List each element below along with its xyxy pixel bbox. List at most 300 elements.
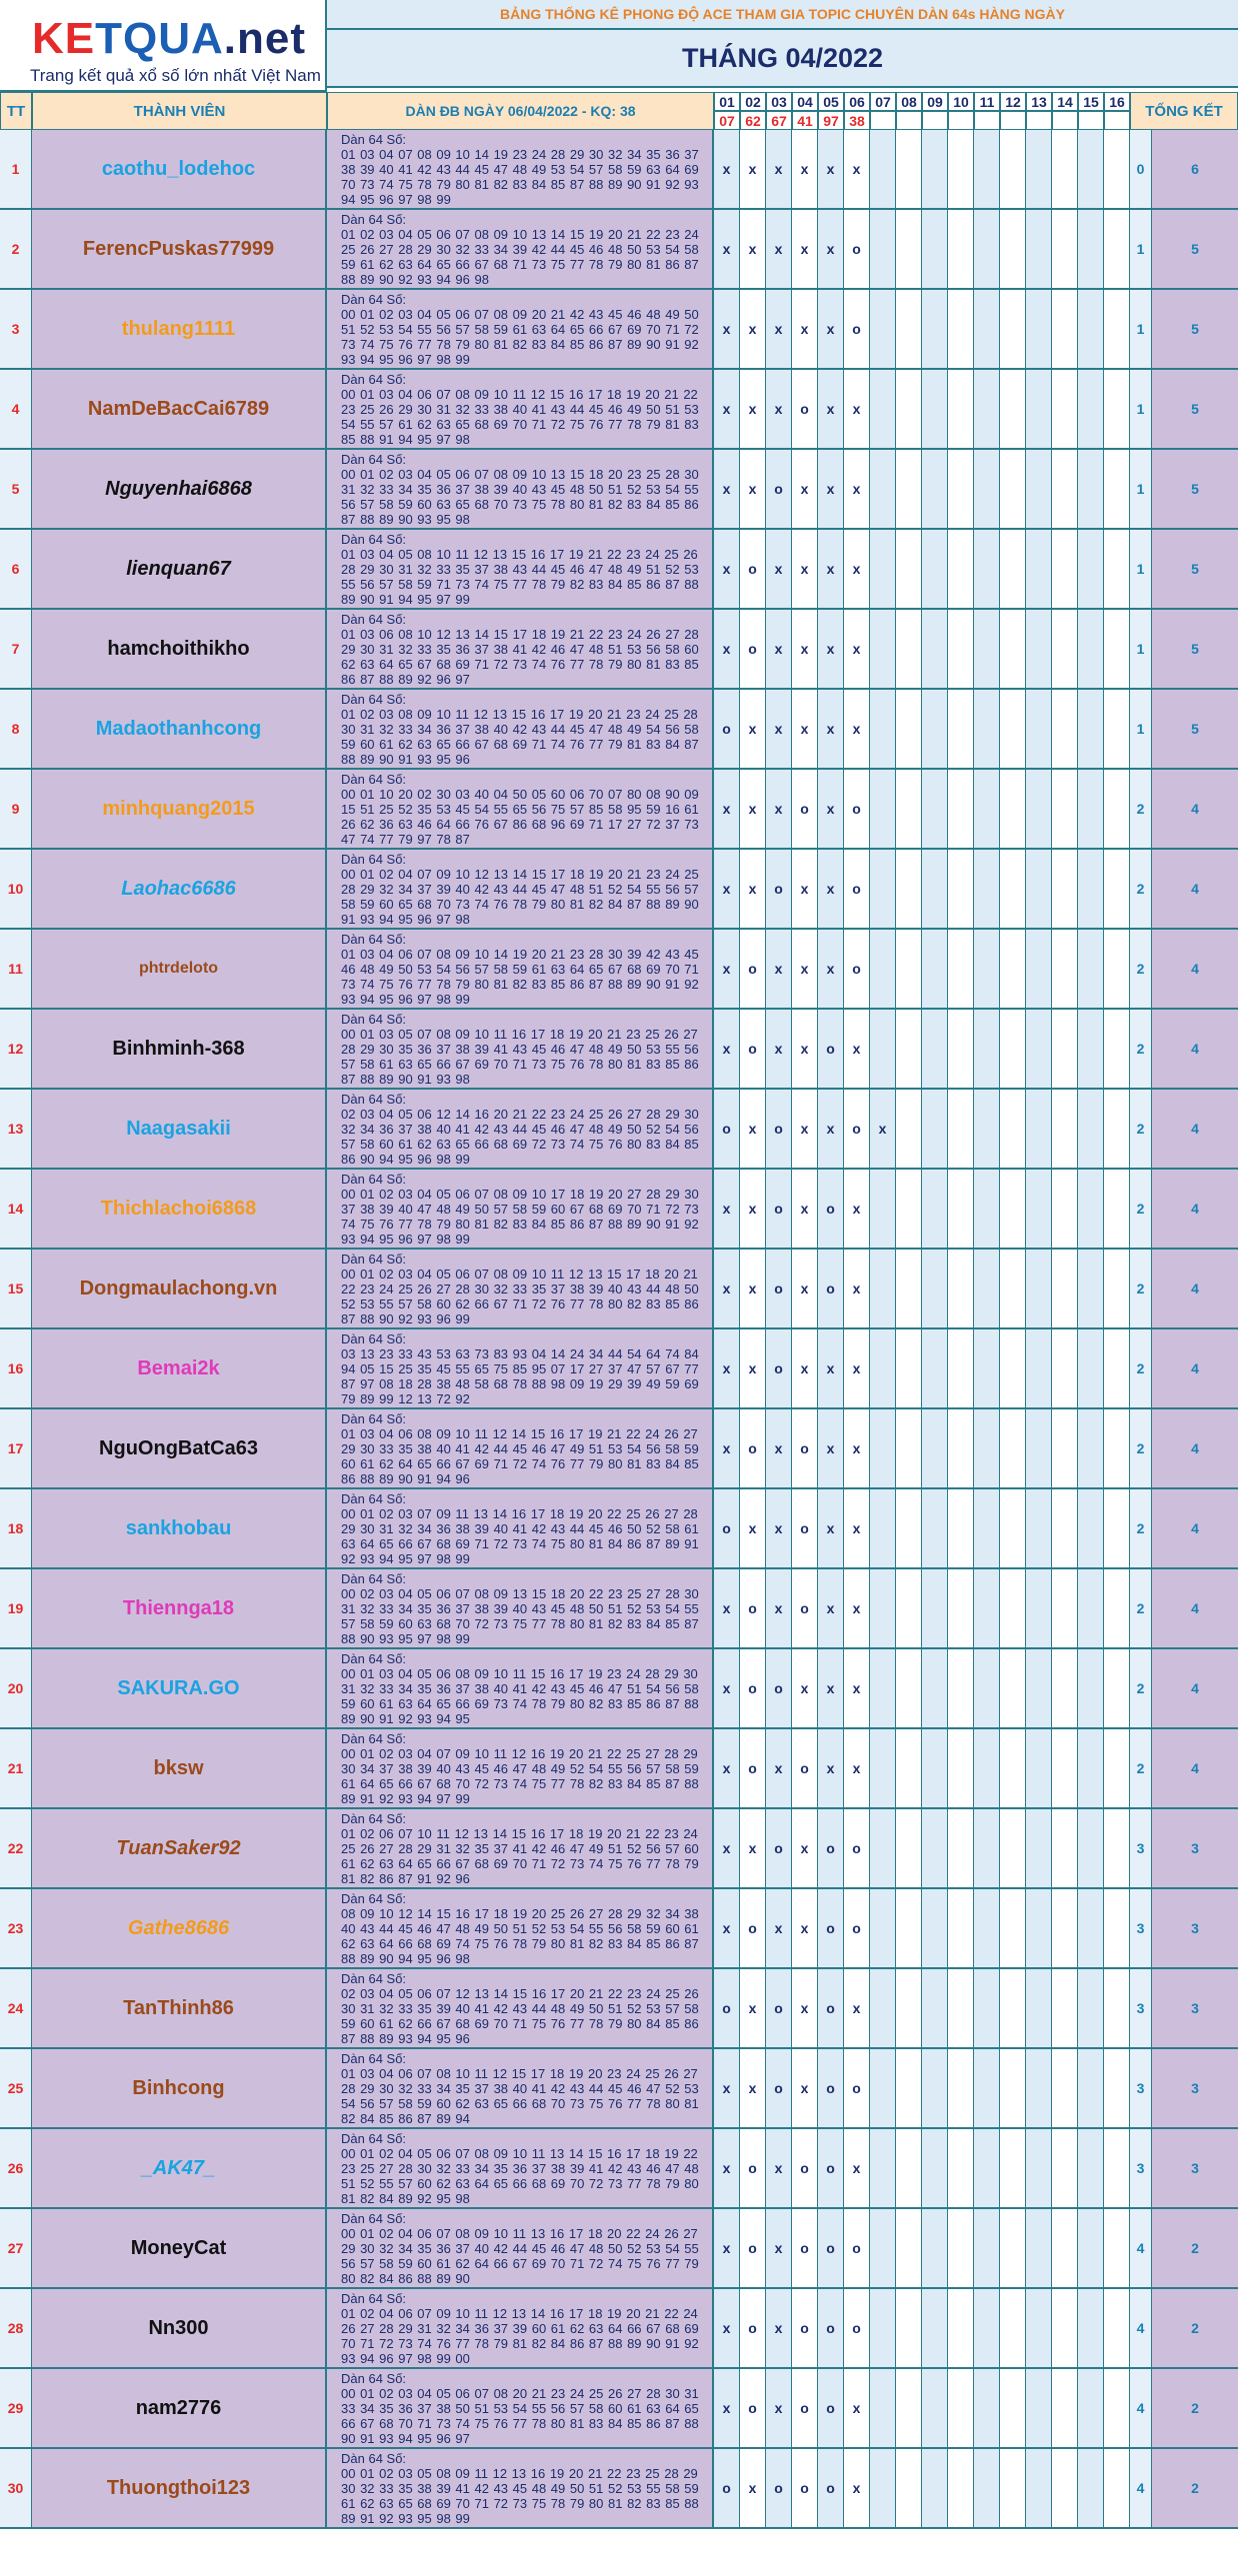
day-mark (1052, 370, 1078, 448)
member-name[interactable]: lienquan67 (32, 530, 327, 608)
day-mark: o (740, 1010, 766, 1088)
total-miss: 3 (1152, 1809, 1238, 1887)
member-name[interactable]: Dongmaulachong.vn (32, 1250, 327, 1327)
dan-values: 01 03 04 07 08 09 10 14 19 23 24 28 29 30 32 34 35 36 37 38 39 40 41 42 43 44 45 47 48 49 53 54 57 58 59 63 64 69 70 73 74 75 78 79 80 81 82 83 84 85 87 88 89 90 91 92 93 94 95 96 97 98 99 (341, 147, 699, 207)
day-mark (948, 2049, 974, 2127)
day-mark (1000, 770, 1026, 848)
dan-values: 00 01 02 03 04 05 06 07 08 09 10 11 12 13 15 17 18 20 21 22 23 24 25 26 27 28 30 32 33 35 37 38 39 40 43 44 48 50 52 53 55 57 58 60 62 66 67 71 72 76 77 78 80 82 83 85 86 87 88 90 92 93 96 99 (341, 1267, 699, 1326)
day-mark (1104, 2369, 1130, 2447)
day-mark: x (714, 2049, 740, 2127)
day-mark (1078, 2369, 1104, 2447)
day-mark: o (818, 1010, 844, 1088)
day-mark: x (740, 770, 766, 848)
day-mark (974, 1969, 1000, 2047)
day-mark: x (818, 850, 844, 928)
day-mark (896, 2369, 922, 2447)
total-miss: 5 (1152, 610, 1238, 688)
day-mark (1104, 2209, 1130, 2287)
member-name[interactable]: FerencPuskas77999 (32, 210, 327, 288)
day-mark: x (844, 1729, 870, 1807)
day-mark (948, 370, 974, 448)
day-mark (1052, 1010, 1078, 1088)
total-miss: 2 (1152, 2449, 1238, 2527)
day-mark: x (792, 210, 818, 288)
day-mark (1000, 610, 1026, 688)
day-mark (1078, 2449, 1104, 2527)
dan-values: 00 01 02 03 04 05 06 07 08 09 10 17 18 19 20 27 28 29 30 37 38 39 40 47 48 49 50 57 58 59 60 67 68 69 70 71 72 73 74 75 76 77 78 79 80 81 82 83 84 85 86 87 88 89 90 91 92 93 94 95 96 97 98 99 (341, 1187, 699, 1247)
day-mark: o (714, 1489, 740, 1567)
day-mark (1000, 1649, 1026, 1727)
table-row (0, 1889, 1238, 1969)
total-miss: 4 (1152, 770, 1238, 848)
member-name[interactable]: _AK47_ (32, 2129, 327, 2207)
day-mark: o (792, 2129, 818, 2207)
day-mark (1104, 1170, 1130, 1248)
day-mark (1026, 1809, 1052, 1887)
dan-values: 01 03 04 05 08 10 11 12 13 15 16 17 19 21 22 23 24 25 26 28 29 30 31 32 33 35 37 38 43 44 45 46 47 48 49 51 52 53 55 56 57 58 59 71 73 74 75 77 78 79 82 83 84 85 86 87 88 89 90 91 94 95 97 99 (341, 547, 699, 607)
day-mark (1104, 530, 1130, 608)
day-mark (948, 610, 974, 688)
day-mark (1000, 2449, 1026, 2527)
day-mark: x (818, 1649, 844, 1727)
day-mark (974, 1649, 1000, 1727)
day-mark: x (766, 930, 792, 1008)
table-row (0, 690, 1238, 770)
day-result (1104, 111, 1130, 130)
member-name[interactable]: Laohac6686 (32, 850, 327, 928)
day-mark (1104, 2049, 1130, 2127)
total-miss: 5 (1152, 450, 1238, 528)
day-mark (1104, 1809, 1130, 1887)
day-mark (896, 1329, 922, 1407)
row-number: 24 (0, 1969, 32, 2047)
dan-caption: Dàn 64 Số: (341, 1811, 407, 1826)
day-mark: x (766, 1889, 792, 1967)
day-mark: o (766, 2449, 792, 2527)
member-name[interactable]: Gathe8686 (32, 1889, 327, 1967)
row-number: 17 (0, 1409, 32, 1487)
day-result (1052, 111, 1078, 130)
dan-64-numbers (327, 1889, 714, 1967)
member-name[interactable]: MoneyCat (32, 2209, 327, 2287)
total-hit: 2 (1130, 1090, 1152, 1168)
member-name[interactable]: bksw (32, 1729, 327, 1807)
day-mark (896, 2289, 922, 2367)
day-mark: x (740, 1489, 766, 1567)
day-mark (896, 1969, 922, 2047)
day-mark (1026, 130, 1052, 208)
day-mark: x (740, 690, 766, 768)
day-mark (974, 1010, 1000, 1088)
day-mark (1078, 1329, 1104, 1407)
day-mark (1026, 2289, 1052, 2367)
day-mark: x (740, 1250, 766, 1327)
day-result (974, 111, 1000, 130)
dan-values: 01 02 03 08 09 10 11 12 13 15 16 17 19 20 21 23 24 25 28 30 31 32 33 34 36 37 38 40 42 43 44 45 47 48 49 54 56 58 59 60 61 62 63 65 66 67 68 69 71 74 76 77 79 81 83 84 87 88 89 90 91 93 95 96 (341, 707, 699, 767)
dan-values: 01 03 04 06 07 08 10 11 12 15 17 18 19 20 23 24 25 26 27 28 29 30 32 33 34 35 37 38 40 41 42 43 44 45 46 47 52 53 54 56 57 58 59 60 62 63 65 66 68 70 73 75 76 77 78 80 81 82 84 85 86 87 89 94 (341, 2066, 699, 2126)
member-name[interactable]: TuanSaker92 (32, 1809, 327, 1887)
dan-64-numbers (327, 530, 714, 608)
day-mark: o (714, 1969, 740, 2047)
day-mark: x (818, 1090, 844, 1168)
day-mark: x (714, 290, 740, 368)
day-header: 03 (766, 92, 792, 111)
day-mark (948, 2129, 974, 2207)
day-mark (870, 210, 896, 288)
day-header: 09 (922, 92, 948, 111)
day-mark (896, 1010, 922, 1088)
dan-64-numbers (327, 1409, 714, 1487)
day-mark: o (740, 1649, 766, 1727)
day-mark (896, 2449, 922, 2527)
day-mark (896, 210, 922, 288)
day-result: 62 (740, 111, 766, 130)
day-mark (1000, 1010, 1026, 1088)
day-mark: x (844, 530, 870, 608)
total-hit: 2 (1130, 930, 1152, 1008)
member-name[interactable]: Nguyenhai6868 (32, 450, 327, 528)
member-name[interactable]: sankhobau (32, 1489, 327, 1567)
day-result (1026, 111, 1052, 130)
row-number: 29 (0, 2369, 32, 2447)
day-mark (870, 370, 896, 448)
row-number: 8 (0, 690, 32, 768)
day-mark (870, 450, 896, 528)
dan-values: 03 13 23 33 43 53 63 73 83 93 04 14 24 34 44 54 64 74 84 94 05 15 25 35 45 55 65 75 85 95 07 17 27 37 47 57 67 77 87 97 08 18 28 38 48 58 68 78 88 98 09 19 29 39 49 59 69 79 89 99 12 13 72 92 (341, 1346, 699, 1406)
total-miss: 4 (1152, 1250, 1238, 1327)
member-name[interactable]: NamDeBacCai6789 (32, 370, 327, 448)
day-mark (1052, 1170, 1078, 1248)
day-mark: x (844, 610, 870, 688)
row-number: 23 (0, 1889, 32, 1967)
day-mark (1104, 210, 1130, 288)
day-mark: x (714, 1649, 740, 1727)
dan-values: 01 03 06 08 10 12 13 14 15 17 18 19 21 22 23 24 26 27 28 29 30 31 32 33 35 36 37 38 41 42 46 47 48 51 53 56 58 60 62 63 64 65 67 68 69 71 72 73 74 76 77 78 79 80 81 83 85 86 87 88 89 92 96 97 (341, 627, 699, 687)
day-mark (870, 2049, 896, 2127)
day-mark (896, 610, 922, 688)
day-mark (1078, 1489, 1104, 1567)
dan-caption: Dàn 64 Số: (341, 1092, 407, 1107)
member-name[interactable]: Binhcong (32, 2049, 327, 2127)
day-mark (974, 770, 1000, 848)
dan-caption: Dàn 64 Số: (341, 1731, 407, 1746)
day-mark (948, 1889, 974, 1967)
day-mark (1026, 530, 1052, 608)
day-mark (974, 1729, 1000, 1807)
day-mark (948, 290, 974, 368)
day-mark: o (844, 770, 870, 848)
member-name[interactable]: NguOngBatCa63 (32, 1409, 327, 1487)
table-row (0, 290, 1238, 370)
day-mark (870, 930, 896, 1008)
day-mark: o (792, 1729, 818, 1807)
member-name[interactable]: Thichlachoi6868 (32, 1170, 327, 1248)
dan-64-numbers (327, 1809, 714, 1887)
dan-64-numbers (327, 2369, 714, 2447)
dan-64-numbers (327, 690, 714, 768)
day-mark (1078, 1090, 1104, 1168)
day-mark (870, 290, 896, 368)
member-name[interactable]: SAKURA.GO (32, 1649, 327, 1727)
total-miss: 4 (1152, 1649, 1238, 1727)
dan-caption: Dàn 64 Số: (341, 612, 407, 627)
day-mark (1052, 930, 1078, 1008)
day-mark: x (740, 2049, 766, 2127)
day-header: 14 (1052, 92, 1078, 111)
day-mark (1052, 770, 1078, 848)
day-mark (1078, 1649, 1104, 1727)
day-header: 08 (896, 92, 922, 111)
day-mark (870, 1329, 896, 1407)
day-mark: x (714, 1729, 740, 1807)
total-hit: 2 (1130, 1010, 1152, 1088)
day-header: 13 (1026, 92, 1052, 111)
day-mark: o (740, 930, 766, 1008)
day-mark (948, 1489, 974, 1567)
day-mark (1078, 1729, 1104, 1807)
day-mark: o (766, 1329, 792, 1407)
day-mark: o (766, 1809, 792, 1887)
day-mark (974, 1170, 1000, 1248)
day-mark: x (792, 2049, 818, 2127)
day-mark (922, 1569, 948, 1647)
day-mark (948, 1809, 974, 1887)
dan-64-numbers (327, 130, 714, 208)
day-mark (870, 2209, 896, 2287)
day-mark (1026, 290, 1052, 368)
table-row (0, 1170, 1238, 1250)
row-number: 2 (0, 210, 32, 288)
day-mark: o (740, 1729, 766, 1807)
total-miss: 5 (1152, 210, 1238, 288)
dan-64-numbers (327, 2449, 714, 2527)
day-mark (1000, 210, 1026, 288)
row-number: 28 (0, 2289, 32, 2367)
table-row (0, 1649, 1238, 1729)
day-mark: o (818, 1170, 844, 1248)
member-name[interactable]: caothu_lodehoc (32, 130, 327, 208)
row-number: 27 (0, 2209, 32, 2287)
day-mark (922, 1250, 948, 1327)
day-mark (1026, 1729, 1052, 1807)
member-name[interactable]: TanThinh86 (32, 1969, 327, 2047)
day-mark: x (818, 610, 844, 688)
day-mark: x (766, 130, 792, 208)
total-hit: 2 (1130, 770, 1152, 848)
day-mark (1104, 1649, 1130, 1727)
day-mark: o (792, 2369, 818, 2447)
day-header: 06 (844, 92, 870, 111)
dan-64-numbers (327, 1489, 714, 1567)
total-hit: 2 (1130, 1329, 1152, 1407)
day-mark (1104, 2129, 1130, 2207)
day-mark (1078, 130, 1104, 208)
day-mark (974, 610, 1000, 688)
day-mark: o (818, 1969, 844, 2047)
dan-values: 00 01 02 03 04 05 06 07 08 20 21 23 24 25 26 27 28 30 31 33 34 35 36 37 38 50 51 53 54 55 56 57 58 60 61 63 64 65 66 67 68 70 71 73 74 75 76 77 78 80 81 83 84 85 86 87 88 90 91 93 94 95 96 97 (341, 2386, 699, 2446)
dan-64-numbers (327, 610, 714, 688)
day-mark (1052, 290, 1078, 368)
dan-caption: Dàn 64 Số: (341, 1012, 407, 1027)
row-number: 3 (0, 290, 32, 368)
day-mark: x (844, 2449, 870, 2527)
day-mark (1000, 1090, 1026, 1168)
day-mark (1026, 1969, 1052, 2047)
total-miss: 2 (1152, 2209, 1238, 2287)
dan-64-numbers (327, 770, 714, 848)
day-mark (1000, 1729, 1026, 1807)
day-mark (896, 2049, 922, 2127)
day-mark: x (714, 850, 740, 928)
member-name[interactable]: Nn300 (32, 2289, 327, 2367)
day-result: 38 (844, 111, 870, 130)
row-number: 6 (0, 530, 32, 608)
day-mark (870, 130, 896, 208)
day-mark (1078, 210, 1104, 288)
day-mark: x (844, 1170, 870, 1248)
total-hit: 2 (1130, 850, 1152, 928)
day-mark (896, 850, 922, 928)
day-mark (896, 1090, 922, 1168)
day-mark: o (844, 210, 870, 288)
day-mark (896, 450, 922, 528)
day-mark (1052, 2209, 1078, 2287)
dan-64-numbers (327, 1090, 714, 1168)
day-mark (974, 2129, 1000, 2207)
day-mark (1052, 130, 1078, 208)
day-mark: o (740, 610, 766, 688)
day-mark: o (766, 1649, 792, 1727)
day-mark (896, 1729, 922, 1807)
day-mark (870, 2129, 896, 2207)
day-mark (974, 530, 1000, 608)
day-mark (1052, 2369, 1078, 2447)
total-hit: 4 (1130, 2209, 1152, 2287)
logo-wordmark: KETQUA.net (32, 14, 307, 63)
dan-values: 00 01 02 03 05 08 09 11 12 13 16 19 20 21 22 23 25 28 29 30 32 33 35 38 39 41 42 43 45 48 49 50 51 52 53 55 58 59 61 62 63 65 68 69 70 71 72 73 75 78 79 80 81 82 83 85 88 89 91 92 93 95 98 99 (341, 2466, 699, 2526)
member-name[interactable]: Binhminh-368 (32, 1010, 327, 1088)
day-mark (1026, 1170, 1052, 1248)
day-mark: x (844, 1329, 870, 1407)
total-hit: 1 (1130, 450, 1152, 528)
total-miss: 3 (1152, 2129, 1238, 2207)
day-mark (870, 1969, 896, 2047)
day-mark: x (766, 1489, 792, 1567)
day-mark: x (766, 1729, 792, 1807)
day-result (948, 111, 974, 130)
day-mark (1052, 1329, 1078, 1407)
total-hit: 3 (1130, 2049, 1152, 2127)
day-mark (922, 1649, 948, 1727)
dan-values: 02 03 04 05 06 07 12 13 14 15 16 17 20 21 22 23 24 25 26 30 31 32 33 35 39 40 41 42 43 44 48 49 50 51 52 53 57 58 59 60 61 62 66 67 68 69 70 71 75 76 77 78 79 80 84 85 86 87 88 89 93 94 95 96 (341, 1986, 699, 2046)
member-name[interactable]: nam2776 (32, 2369, 327, 2447)
day-mark (1052, 2449, 1078, 2527)
day-mark (870, 1889, 896, 1967)
member-name[interactable]: phtrdeloto (32, 930, 327, 1008)
day-mark (1078, 1010, 1104, 1088)
dan-values: 01 02 03 04 05 06 07 08 09 10 13 14 15 19 20 21 22 23 24 25 26 27 28 29 30 32 33 34 39 42 44 45 46 48 50 53 54 58 59 61 62 63 64 65 66 67 68 71 73 75 77 78 79 80 81 86 87 88 89 90 92 93 94 96 98 (341, 227, 699, 287)
day-mark (922, 1090, 948, 1168)
day-mark (974, 1250, 1000, 1327)
day-mark (1000, 2209, 1026, 2287)
day-mark (974, 690, 1000, 768)
day-mark (1104, 690, 1130, 768)
member-name[interactable]: thulang1111 (32, 290, 327, 368)
row-number: 15 (0, 1250, 32, 1327)
day-mark (922, 770, 948, 848)
day-mark: x (714, 210, 740, 288)
member-name[interactable]: Naagasakii (32, 1090, 327, 1168)
day-mark: x (792, 610, 818, 688)
day-mark (922, 1809, 948, 1887)
table-row (0, 2049, 1238, 2129)
row-number: 22 (0, 1809, 32, 1887)
day-mark (974, 130, 1000, 208)
dan-values: 00 01 02 04 05 06 07 08 09 10 11 13 14 15 16 17 18 19 22 23 25 27 28 30 32 33 34 35 36 37 38 39 41 42 43 46 47 48 51 52 55 57 60 62 63 64 65 66 68 69 70 72 73 77 78 79 80 81 82 84 89 92 95 98 (341, 2146, 699, 2206)
day-mark (922, 1329, 948, 1407)
day-mark: x (766, 2209, 792, 2287)
day-header: 15 (1078, 92, 1104, 111)
day-mark (948, 1090, 974, 1168)
day-mark (948, 850, 974, 928)
member-name[interactable]: Madaothanhcong (32, 690, 327, 768)
day-mark (974, 210, 1000, 288)
day-mark (974, 1809, 1000, 1887)
day-mark (1052, 1250, 1078, 1327)
day-mark (896, 370, 922, 448)
day-mark: x (714, 770, 740, 848)
day-mark (870, 1729, 896, 1807)
day-mark: x (740, 1969, 766, 2047)
day-mark (1052, 2289, 1078, 2367)
member-name[interactable]: Bemai2k (32, 1329, 327, 1407)
day-mark: o (844, 2209, 870, 2287)
day-mark (974, 1329, 1000, 1407)
day-mark (1026, 930, 1052, 1008)
member-name[interactable]: minhquang2015 (32, 770, 327, 848)
day-mark (1078, 930, 1104, 1008)
day-mark: x (792, 290, 818, 368)
day-mark (1026, 1329, 1052, 1407)
table-row (0, 2209, 1238, 2289)
table-row (0, 930, 1238, 1010)
dan-64-numbers (327, 450, 714, 528)
member-name[interactable]: Thiennga18 (32, 1569, 327, 1647)
day-mark: x (714, 1010, 740, 1088)
day-mark (1104, 1329, 1130, 1407)
day-mark: x (844, 450, 870, 528)
site-logo[interactable] (0, 0, 327, 92)
day-mark (1052, 2049, 1078, 2127)
day-mark (1000, 2369, 1026, 2447)
day-mark (1026, 2449, 1052, 2527)
day-header: 12 (1000, 92, 1026, 111)
member-name[interactable]: Thuongthoi123 (32, 2449, 327, 2527)
row-number: 12 (0, 1010, 32, 1088)
day-mark: o (740, 2209, 766, 2287)
total-hit: 2 (1130, 1729, 1152, 1807)
day-header: 02 (740, 92, 766, 111)
member-name[interactable]: hamchoithikho (32, 610, 327, 688)
day-mark (1078, 610, 1104, 688)
day-mark: x (740, 450, 766, 528)
day-mark (922, 210, 948, 288)
day-mark (870, 1409, 896, 1487)
table-row (0, 450, 1238, 530)
day-mark (974, 290, 1000, 368)
total-hit: 2 (1130, 1649, 1152, 1727)
dan-caption: Dàn 64 Số: (341, 1571, 407, 1586)
